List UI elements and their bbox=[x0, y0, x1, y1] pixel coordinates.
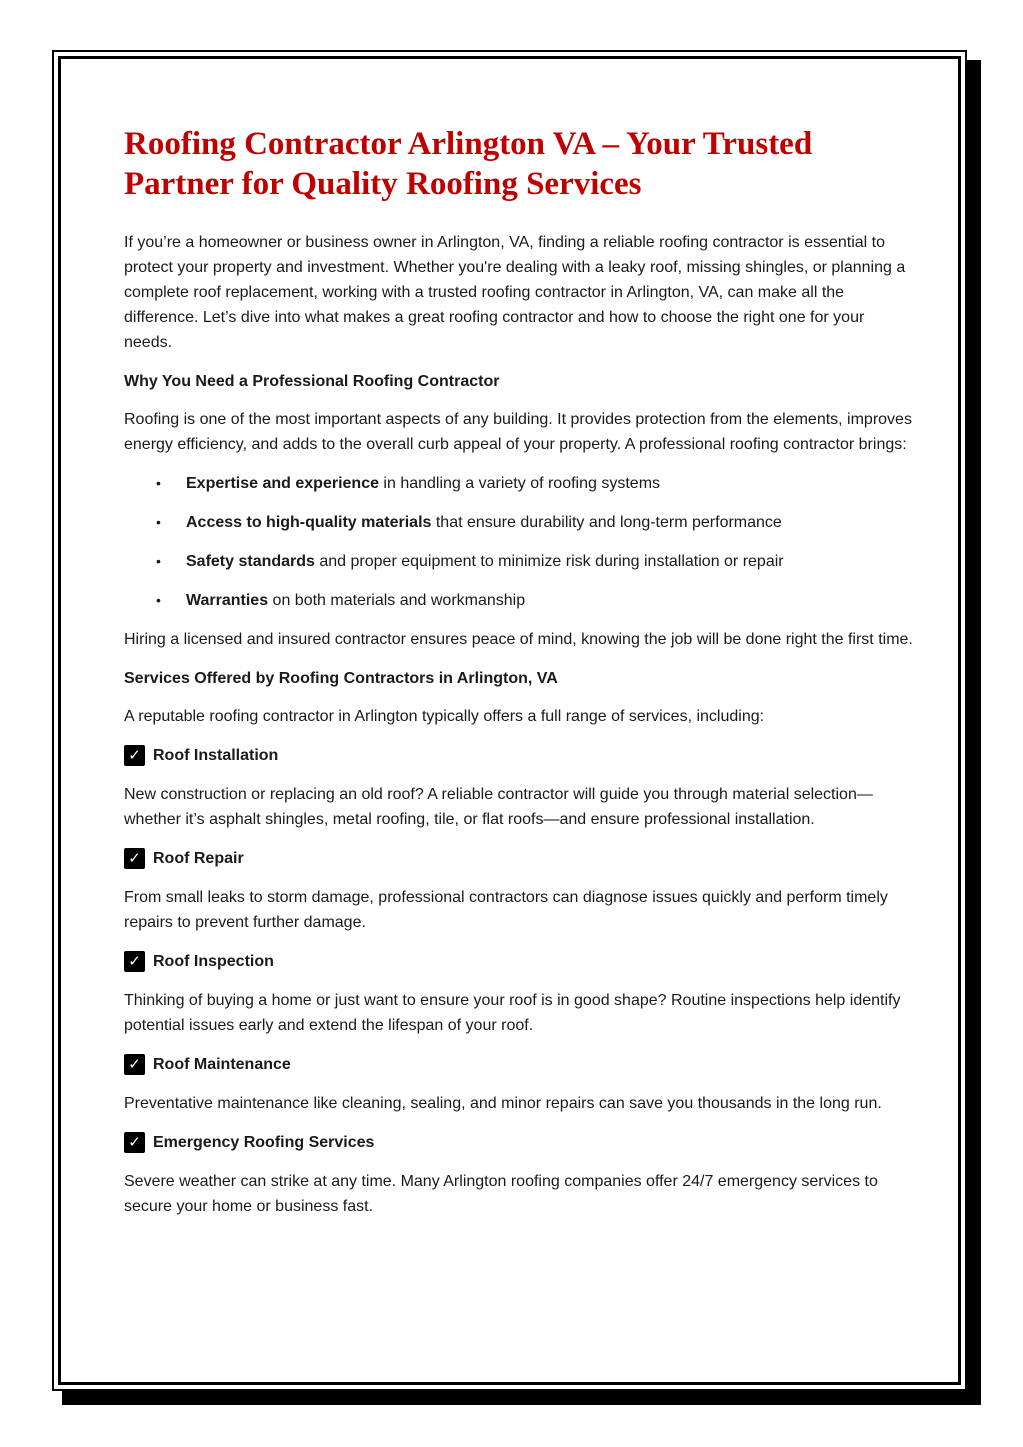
intro-paragraph: If you’re a homeowner or business owner in Arlington, VA, finding a reliable roofing contractor is essential to protect your property and investment. Whether you're dealing with a leaky roof, missing shingles, or planning a complete roof replacement, working with a trusted roofing contractor in Arlington, VA, can make all the difference. Let’s dive into what makes a great roofing contractor and how to choose the right one for your needs. bbox=[124, 234, 906, 351]
service-title-text: Roof Inspection bbox=[153, 953, 274, 970]
services-intro: A reputable roofing contractor in Arlington typically offers a full range of services, including: bbox=[124, 708, 765, 725]
why-paragraph: Roofing is one of the most important aspects of any building. It provides protection from the elements, improves energy efficiency, and adds to the overall curb appeal of your property. A professional roofing contractor brings: bbox=[124, 411, 912, 453]
list-item bbox=[124, 471, 914, 496]
document-content bbox=[124, 124, 914, 1233]
checkbox-checked-icon: ✓ bbox=[124, 745, 145, 766]
list-item-bold: Expertise and experience bbox=[186, 475, 379, 492]
service-title-installation bbox=[124, 743, 914, 768]
list-item bbox=[124, 588, 914, 613]
benefits-list bbox=[124, 471, 914, 613]
service-description: From small leaks to storm damage, professional contractors can diagnose issues quickly and perform timely repairs to prevent further damage. bbox=[124, 889, 888, 931]
why-closing: Hiring a licensed and insured contractor ensures peace of mind, knowing the job will be done right the first time. bbox=[124, 631, 913, 648]
page-title: Roofing Contractor Arlington VA – Your Trusted Partner for Quality Roofing Services bbox=[124, 126, 813, 202]
service-title-emergency bbox=[124, 1130, 914, 1155]
list-item-text: and proper equipment to minimize risk during installation or repair bbox=[314, 553, 784, 570]
bullet-icon: • bbox=[156, 553, 161, 569]
checkbox-checked-icon: ✓ bbox=[124, 1054, 145, 1075]
checkbox-checked-icon: ✓ bbox=[124, 848, 145, 869]
service-title-text: Roof Repair bbox=[153, 850, 244, 867]
service-description: Preventative maintenance like cleaning, sealing, and minor repairs can save you thousands in the long run. bbox=[124, 1095, 882, 1112]
list-item-bold: Safety standards bbox=[186, 553, 315, 570]
service-title-text: Roof Installation bbox=[153, 747, 279, 764]
service-description: New construction or replacing an old roof? A reliable contractor will guide you through material selection—whether it’s asphalt shingles, metal roofing, tile, or flat roofs—and ensure professional installation. bbox=[124, 786, 873, 828]
list-item-text: on both materials and workmanship bbox=[268, 592, 526, 609]
service-title-text: Roof Maintenance bbox=[153, 1056, 291, 1073]
list-item-bold: Access to high-quality materials bbox=[186, 514, 432, 531]
list-item-bold: Warranties bbox=[186, 592, 269, 609]
why-heading: Why You Need a Professional Roofing Contractor bbox=[124, 373, 500, 390]
service-description: Severe weather can strike at any time. Many Arlington roofing companies offer 24/7 emergency services to secure your home or business fast. bbox=[124, 1173, 878, 1215]
bullet-icon: • bbox=[156, 475, 161, 491]
service-description: Thinking of buying a home or just want to ensure your roof is in good shape? Routine inspections help identify potential issues early and extend the lifespan of your roof. bbox=[124, 992, 901, 1034]
service-title-repair bbox=[124, 846, 914, 871]
checkbox-checked-icon: ✓ bbox=[124, 1132, 145, 1153]
service-title-maintenance bbox=[124, 1052, 914, 1077]
checkbox-checked-icon: ✓ bbox=[124, 951, 145, 972]
service-title-inspection bbox=[124, 949, 914, 974]
list-item bbox=[124, 510, 914, 535]
list-item bbox=[124, 549, 914, 574]
list-item-text: that ensure durability and long-term performance bbox=[431, 514, 782, 531]
service-title-text: Emergency Roofing Services bbox=[153, 1134, 375, 1151]
services-heading: Services Offered by Roofing Contractors in Arlington, VA bbox=[124, 670, 558, 687]
list-item-text: in handling a variety of roofing systems bbox=[378, 475, 661, 492]
bullet-icon: • bbox=[156, 592, 161, 608]
bullet-icon: • bbox=[156, 514, 161, 530]
